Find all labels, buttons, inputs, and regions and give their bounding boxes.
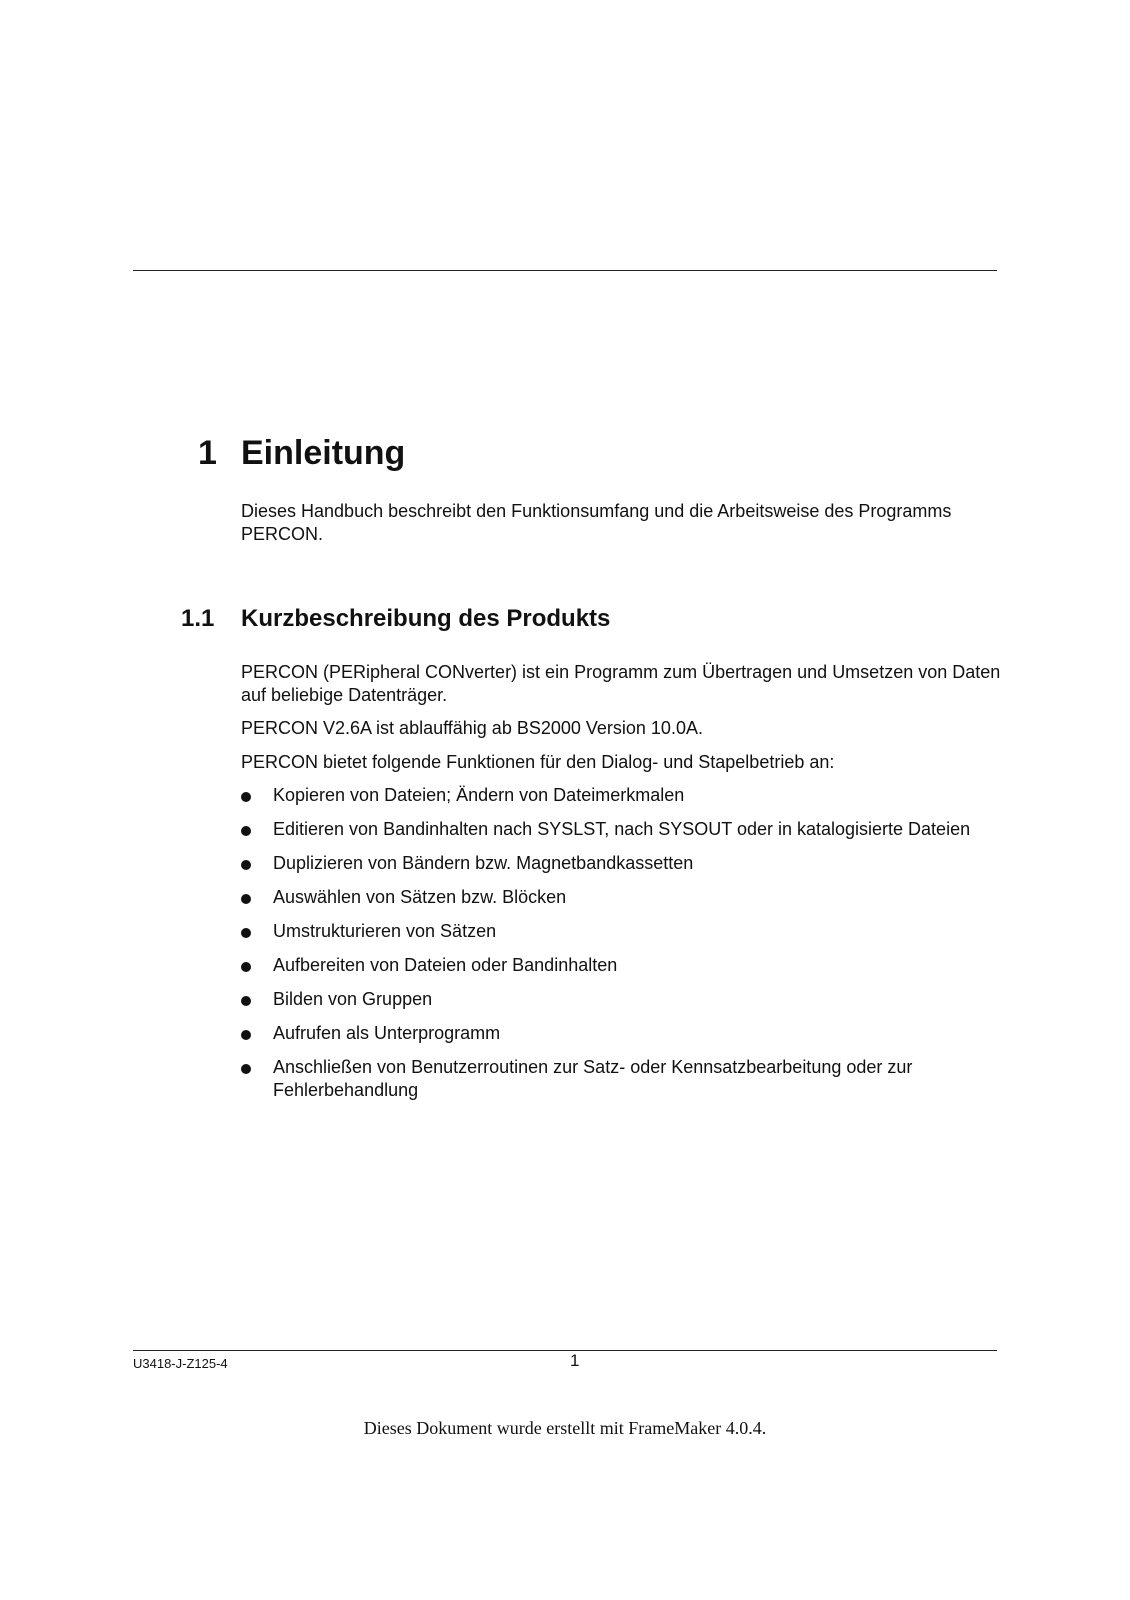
list-item-text: Editieren von Bandinhalten nach SYSLST, nach SYSOUT oder in katalogisierte Dateien <box>273 819 971 839</box>
list-item-text: Bilden von Gruppen <box>273 989 433 1009</box>
list-item <box>241 954 1001 977</box>
list-item <box>241 886 1001 909</box>
header-rule <box>133 270 997 271</box>
list-item-text: Aufrufen als Unterprogramm <box>273 1023 501 1043</box>
chapter-heading <box>198 434 405 473</box>
function-list <box>241 784 1001 1113</box>
chapter-intro: Dieses Handbuch beschreibt den Funktionsumfang und die Arbeitsweise des Programms PERCON. <box>241 501 952 544</box>
list-item <box>241 920 1001 943</box>
list-item-text: Duplizieren von Bändern bzw. Magnetbandkassetten <box>273 853 694 873</box>
list-item <box>241 784 1001 807</box>
list-item-text: Anschließen von Benutzerroutinen zur Satz- oder Kennsatzbearbeitung oder zur Fehlerbehandlung <box>273 1057 913 1100</box>
list-item <box>241 988 1001 1011</box>
chapter-title: Einleitung <box>241 434 406 472</box>
list-item-text: Kopieren von Dateien; Ändern von Dateimerkmalen <box>273 785 685 805</box>
chapter-number: 1 <box>198 434 217 472</box>
section-title: Kurzbeschreibung des Produkts <box>241 605 611 632</box>
bullet-icon <box>241 894 251 904</box>
bullet-icon <box>241 962 251 972</box>
section-paragraph: PERCON bietet folgende Funktionen für den Dialog- und Stapelbetrieb an: <box>241 752 835 772</box>
bullet-icon <box>241 1064 251 1074</box>
list-item <box>241 852 1001 875</box>
section-paragraph: PERCON V2.6A ist ablauffähig ab BS2000 Version 10.0A. <box>241 718 703 738</box>
list-item-text: Auswählen von Sätzen bzw. Blöcken <box>273 887 567 907</box>
bullet-icon <box>241 792 251 802</box>
generator-note: Dieses Dokument wurde erstellt mit FrameMaker 4.0.4. <box>363 1418 767 1438</box>
bullet-icon <box>241 826 251 836</box>
list-item-text: Umstrukturieren von Sätzen <box>273 921 497 941</box>
bullet-icon <box>241 1030 251 1040</box>
list-item <box>241 1022 1001 1045</box>
bullet-icon <box>241 996 251 1006</box>
bullet-icon <box>241 860 251 870</box>
bullet-icon <box>241 928 251 938</box>
section-heading <box>181 605 610 633</box>
list-item <box>241 818 1001 841</box>
section-number: 1.1 <box>181 605 215 632</box>
document-code: U3418-J-Z125-4 <box>133 1356 228 1371</box>
list-item <box>241 1056 1001 1102</box>
footer-rule <box>133 1350 997 1351</box>
section-paragraph: PERCON (PERipheral CONverter) ist ein Programm zum Übertragen und Umsetzen von Daten auf beliebige Datenträger. <box>241 662 1001 705</box>
list-item-text: Aufbereiten von Dateien oder Bandinhalten <box>273 955 618 975</box>
page-number: 1 <box>570 1351 580 1370</box>
